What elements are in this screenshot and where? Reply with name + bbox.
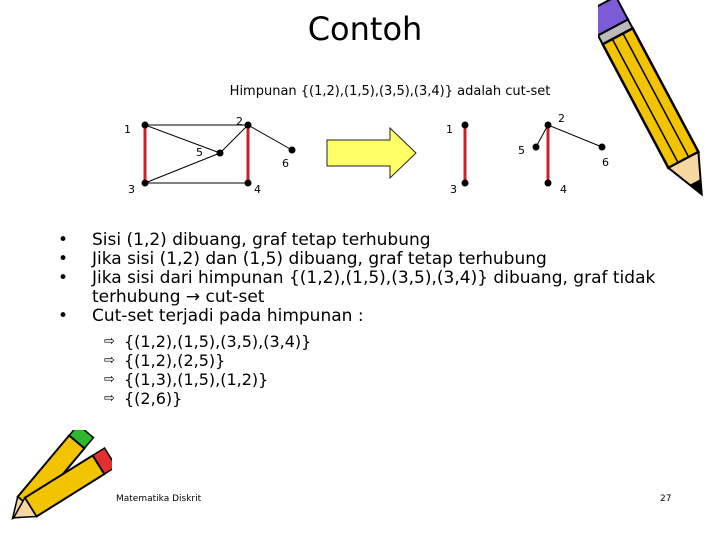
bullet-item <box>58 250 658 269</box>
subitem <box>104 389 658 408</box>
bullet-text: Jika sisi (1,2) dan (1,5) dibuang, graf tetap terhubung <box>92 249 547 269</box>
slide-title: Contoh <box>307 10 423 48</box>
node-label-1: 1 <box>446 123 453 136</box>
subitem-text: {(1,2),(2,5)} <box>124 351 226 370</box>
node-3 <box>462 180 469 187</box>
edge-1-5 <box>145 125 220 153</box>
node-4 <box>245 180 252 187</box>
arrow-bullet-icon: ⇨ <box>104 353 115 368</box>
edge-2-6 <box>248 125 292 150</box>
subitem-text: {(1,2),(1,5),(3,5),(3,4)} <box>124 332 312 351</box>
node-6 <box>289 147 296 154</box>
node-1 <box>462 122 469 129</box>
arrow-bullet-icon: ⇨ <box>104 334 115 349</box>
node-label-2: 2 <box>558 112 565 125</box>
subitem-text: {(2,6)} <box>124 389 183 408</box>
node-1 <box>142 122 149 129</box>
node-label-2: 2 <box>236 115 243 128</box>
bullet-text: Jika sisi dari himpunan {(1,2),(1,5),(3,5),(3,4)} dibuang, graf tidak terhubung → cut-set <box>92 268 656 307</box>
node-2 <box>545 122 552 129</box>
bullet-text: Cut-set terjadi pada himpunan : <box>92 306 364 326</box>
bullet-list <box>58 231 658 408</box>
node-2 <box>245 122 252 129</box>
node-label-3: 3 <box>450 183 457 196</box>
node-label-5: 5 <box>196 146 203 159</box>
pencil-pair-icon <box>0 430 112 538</box>
node-label-6: 6 <box>602 156 609 169</box>
node-label-6: 6 <box>282 157 289 170</box>
node-label-1: 1 <box>124 123 131 136</box>
subitem <box>104 351 658 370</box>
node-5 <box>217 150 224 157</box>
node-4 <box>545 180 552 187</box>
graph-caption: Himpunan {(1,2),(1,5),(3,5),(3,4)} adalah cut-set <box>229 84 551 99</box>
footer-course-name: Matematika Diskrit <box>116 494 202 504</box>
subitem <box>104 332 658 351</box>
node-5 <box>533 144 540 151</box>
node-label-3: 3 <box>128 183 135 196</box>
bullet-dot: • <box>58 249 69 269</box>
node-3 <box>142 180 149 187</box>
bullet-text: Sisi (1,2) dibuang, graf tetap terhubung <box>92 230 431 250</box>
node-label-5: 5 <box>518 144 525 157</box>
page-number: 27 <box>660 494 672 504</box>
bullet-dot: • <box>58 306 69 326</box>
edge-3-5 <box>145 153 220 183</box>
graph-right <box>446 112 609 196</box>
subitem <box>104 370 658 389</box>
edge-2-5 <box>536 125 548 147</box>
arrow-bullet-icon: ⇨ <box>104 372 115 387</box>
bullet-item <box>58 231 658 250</box>
node-label-4: 4 <box>254 183 261 196</box>
bullet-item <box>58 307 658 326</box>
bullet-item <box>58 269 658 307</box>
subitem-text: {(1,3),(1,5),(1,2)} <box>124 370 269 389</box>
arrow-bullet-icon: ⇨ <box>104 391 115 406</box>
graph-left <box>124 115 296 196</box>
bullet-dot: • <box>58 230 69 250</box>
right-arrow-shape <box>327 128 416 178</box>
edge-2-5 <box>220 125 248 153</box>
edge-2-6 <box>548 125 602 147</box>
pencil-icon <box>598 0 720 220</box>
bullet-dot: • <box>58 268 69 288</box>
node-label-4: 4 <box>560 183 567 196</box>
